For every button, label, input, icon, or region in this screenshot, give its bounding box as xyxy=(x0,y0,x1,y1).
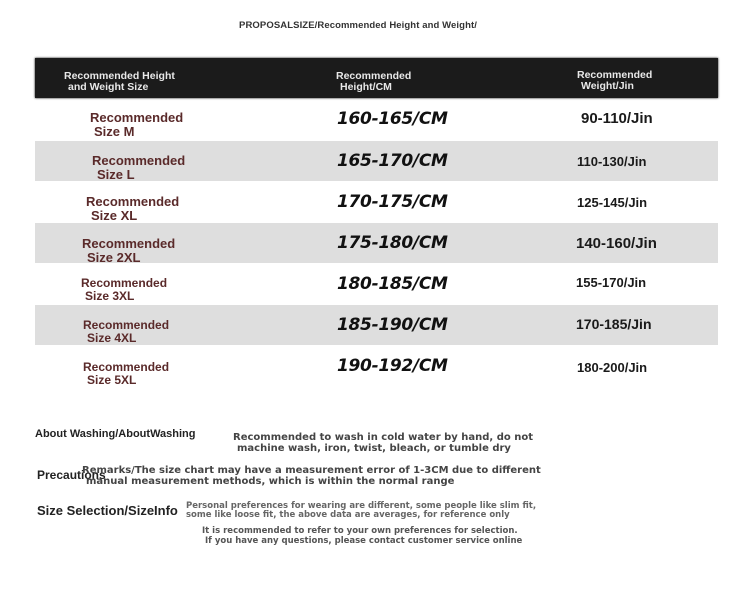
weight-cell: 110-130/Jin xyxy=(577,154,647,169)
weight-cell: 170-185/Jin xyxy=(576,316,652,332)
height-cell: 190-192/CM xyxy=(337,356,448,376)
size-label: Recommended xyxy=(92,153,186,168)
height-cell: 185-190/CM xyxy=(337,315,448,335)
table-row xyxy=(35,346,718,386)
size-cell xyxy=(83,319,169,345)
washing-text xyxy=(233,432,533,454)
size-value: Size 3XL xyxy=(85,289,135,303)
size-cell xyxy=(86,195,179,223)
size-value: Size 5XL xyxy=(87,373,137,387)
header-size-line2: and Weight Size xyxy=(68,81,149,93)
height-cell: 170-175/CM xyxy=(337,192,448,212)
size-label: Recommended xyxy=(86,194,180,209)
weight-cell: 90-110/Jin xyxy=(581,110,653,127)
height-cell: 160-165/CM xyxy=(337,109,448,129)
size-cell xyxy=(90,111,183,139)
table-row xyxy=(35,141,718,181)
header-size-line1: Recommended Height xyxy=(64,70,175,82)
size-value: Size M xyxy=(94,124,135,139)
header-height xyxy=(336,71,411,93)
table-row xyxy=(35,223,718,263)
size-value: Size L xyxy=(97,167,135,182)
size-value: Size XL xyxy=(91,208,138,223)
table-row xyxy=(35,305,718,345)
size-selection-line1: Personal preferences for wearing are different, some people like slim fit, xyxy=(186,501,537,511)
table-row xyxy=(35,264,718,304)
height-cell: 180-185/CM xyxy=(337,274,448,294)
size-selection-text xyxy=(186,502,536,520)
header-weight-line1: Recommended xyxy=(577,69,653,81)
precautions-text xyxy=(82,465,541,487)
table-header xyxy=(35,58,718,98)
size-label: Recommended xyxy=(90,110,184,125)
size-selection-advice xyxy=(202,526,522,546)
size-cell xyxy=(81,277,167,303)
height-cell: 175-180/CM xyxy=(337,233,448,253)
precautions-label: Precautions xyxy=(37,468,106,482)
header-weight-line2: Weight/Jin xyxy=(581,80,634,92)
table-row xyxy=(35,182,718,222)
washing-text-line1: Recommended to wash in cold water by hand, do not xyxy=(233,432,533,443)
size-advice-line2: If you have any questions, please contact customer service online xyxy=(205,536,523,546)
size-value: Size 2XL xyxy=(87,250,141,265)
header-height-line2: Height/CM xyxy=(340,81,392,93)
weight-cell: 140-160/Jin xyxy=(576,235,657,252)
precautions-text-line2: manual measurement methods, which is within the normal range xyxy=(86,476,455,487)
size-cell xyxy=(83,361,169,387)
header-height-line1: Recommended xyxy=(336,70,412,82)
washing-text-line2: machine wash, iron, twist, bleach, or tumble dry xyxy=(237,443,511,454)
header-size xyxy=(64,71,175,93)
page-title: PROPOSALSIZE/Recommended Height and Weight/ xyxy=(239,20,477,31)
precautions-text-line1: Remarks/The size chart may have a measurement error of 1-3CM due to different xyxy=(82,465,541,476)
washing-label: About Washing/AboutWashing xyxy=(35,428,196,440)
size-value: Size 4XL xyxy=(87,331,137,345)
table-row xyxy=(35,99,718,139)
weight-cell: 180-200/Jin xyxy=(577,360,648,375)
weight-cell: 155-170/Jin xyxy=(576,275,647,290)
size-cell xyxy=(92,154,185,182)
weight-cell: 125-145/Jin xyxy=(577,195,648,210)
height-cell: 165-170/CM xyxy=(337,151,448,171)
size-advice-line1: It is recommended to refer to your own preferences for selection. xyxy=(202,526,518,536)
size-label: Recommended xyxy=(83,360,170,374)
size-cell xyxy=(82,237,175,265)
header-weight xyxy=(577,70,652,92)
size-selection-line2: some like loose fit, the above data are averages, for reference only xyxy=(186,510,510,520)
size-label: Recommended xyxy=(81,276,168,290)
size-label: Recommended xyxy=(83,318,170,332)
size-label: Recommended xyxy=(82,236,176,251)
size-selection-label: Size Selection/SizeInfo xyxy=(37,503,178,518)
